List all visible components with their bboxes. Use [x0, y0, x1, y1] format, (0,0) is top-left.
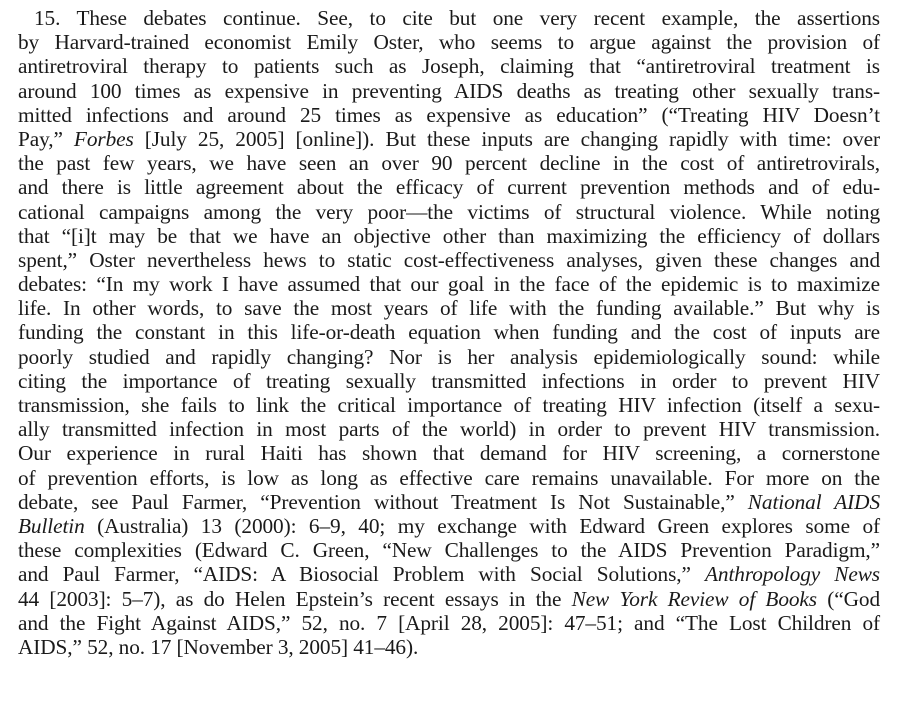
line-text: cational campaigns among the very poor—the victims of structural violence. While noting [18, 199, 880, 224]
text-line [18, 393, 880, 417]
line-text: [July 25, 2005] [online]). But these inputs are changing rapidly with time: over [133, 126, 880, 151]
line-text: transmission, she fails to link the critical importance of treating HIV infection (itself a sexu- [18, 393, 880, 417]
text-line [18, 345, 880, 369]
line-text: life. In other words, to save the most years of life with the funding available.” But why is [18, 296, 880, 321]
text-line [18, 369, 880, 393]
text-line [18, 127, 880, 151]
line-text: antiretroviral therapy to patients such as Joseph, claiming that “antiretroviral treatment is [18, 54, 880, 79]
text-line [18, 611, 880, 635]
italic-title: National AIDS [747, 489, 880, 514]
line-text: ally transmitted infection in most parts of the world) in order to prevent HIV transmission. [18, 417, 880, 442]
line-text: and the Fight Against AIDS,” 52, no. 7 [April 28, 2005]: 47–51; and “The Lost Children of [18, 610, 880, 635]
text-line [18, 175, 880, 199]
text-line [18, 272, 880, 296]
text-line [18, 79, 880, 103]
line-text: these complexities (Edward C. Green, “New Challenges to the AIDS Prevention Paradigm,” [18, 538, 880, 563]
line-text: 44 [2003]: 5–7), as do Helen Epstein’s recent essays in the [18, 586, 572, 611]
line-text: and there is little agreement about the efficacy of current prevention methods and of edu- [18, 175, 880, 200]
line-text: poorly studied and rapidly changing? Nor is her analysis epidemiologically sound: while [18, 344, 880, 369]
text-line [18, 296, 880, 320]
text-line [18, 248, 880, 272]
line-text: citing the importance of treating sexually transmitted infections in order to prevent HIV [18, 368, 880, 393]
text-line [18, 320, 880, 344]
line-text: 15. These debates continue. See, to cite but one very recent example, the assertions [34, 6, 880, 30]
text-line [18, 200, 880, 224]
text-line [18, 441, 880, 465]
line-text: spent,” Oster nevertheless hews to static cost-effectiveness analyses, given these changes and [18, 247, 880, 272]
line-text: mitted infections and around 25 times as expensive as education” (“Treating HIV Doesn’t [18, 102, 880, 127]
line-text: that “[i]t may be that we have an objective other than maximizing the efficiency of dollars [18, 223, 880, 248]
text-line [18, 587, 880, 611]
line-text: of prevention efforts, is low as long as effective care remains unavailable. For more on the [18, 465, 880, 490]
text-line [18, 6, 880, 30]
line-text: (“God [816, 586, 880, 611]
text-line [18, 538, 880, 562]
italic-title: New York Review of Books [571, 586, 817, 611]
text-line [18, 635, 880, 659]
line-text: and Paul Farmer, “AIDS: A Biosocial Problem with Social Solutions,” [18, 562, 705, 587]
text-line [18, 103, 880, 127]
italic-title: Anthropology News [705, 562, 880, 587]
text-line [18, 224, 880, 248]
text-line [18, 417, 880, 441]
text-line [18, 514, 880, 538]
text-line [18, 466, 880, 490]
line-text: debate, see Paul Farmer, “Prevention without Treatment Is Not Sustainable,” [18, 489, 748, 514]
line-text: Our experience in rural Haiti has shown that demand for HIV screening, a cornerstone [18, 441, 880, 466]
text-line [18, 562, 880, 586]
footnote-15 [18, 6, 880, 659]
text-line [18, 54, 880, 78]
text-line [18, 30, 880, 54]
italic-title: Forbes [73, 126, 134, 151]
line-text: debates: “In my work I have assumed that our goal in the face of the epidemic is to maximize [18, 272, 880, 297]
line-text: (Australia) 13 (2000): 6–9, 40; my exchange with Edward Green explores some of [84, 513, 880, 538]
line-text: by Harvard-trained economist Emily Oster, who seems to argue against the provision of [18, 30, 880, 55]
line-text: the past few years, we have seen an over 90 percent decline in the cost of antiretrovirals, [18, 151, 880, 176]
line-text: funding the constant in this life-or-death equation when funding and the cost of inputs are [18, 320, 880, 345]
line-text: Pay,” [18, 126, 74, 151]
text-line [18, 490, 880, 514]
line-text: AIDS,” 52, no. 17 [November 3, 2005] 41–46). [18, 634, 419, 659]
text-line [18, 151, 880, 175]
italic-title: Bulletin [18, 513, 85, 538]
line-text: around 100 times as expensive in preventing AIDS deaths as treating other sexually trans- [18, 78, 880, 103]
